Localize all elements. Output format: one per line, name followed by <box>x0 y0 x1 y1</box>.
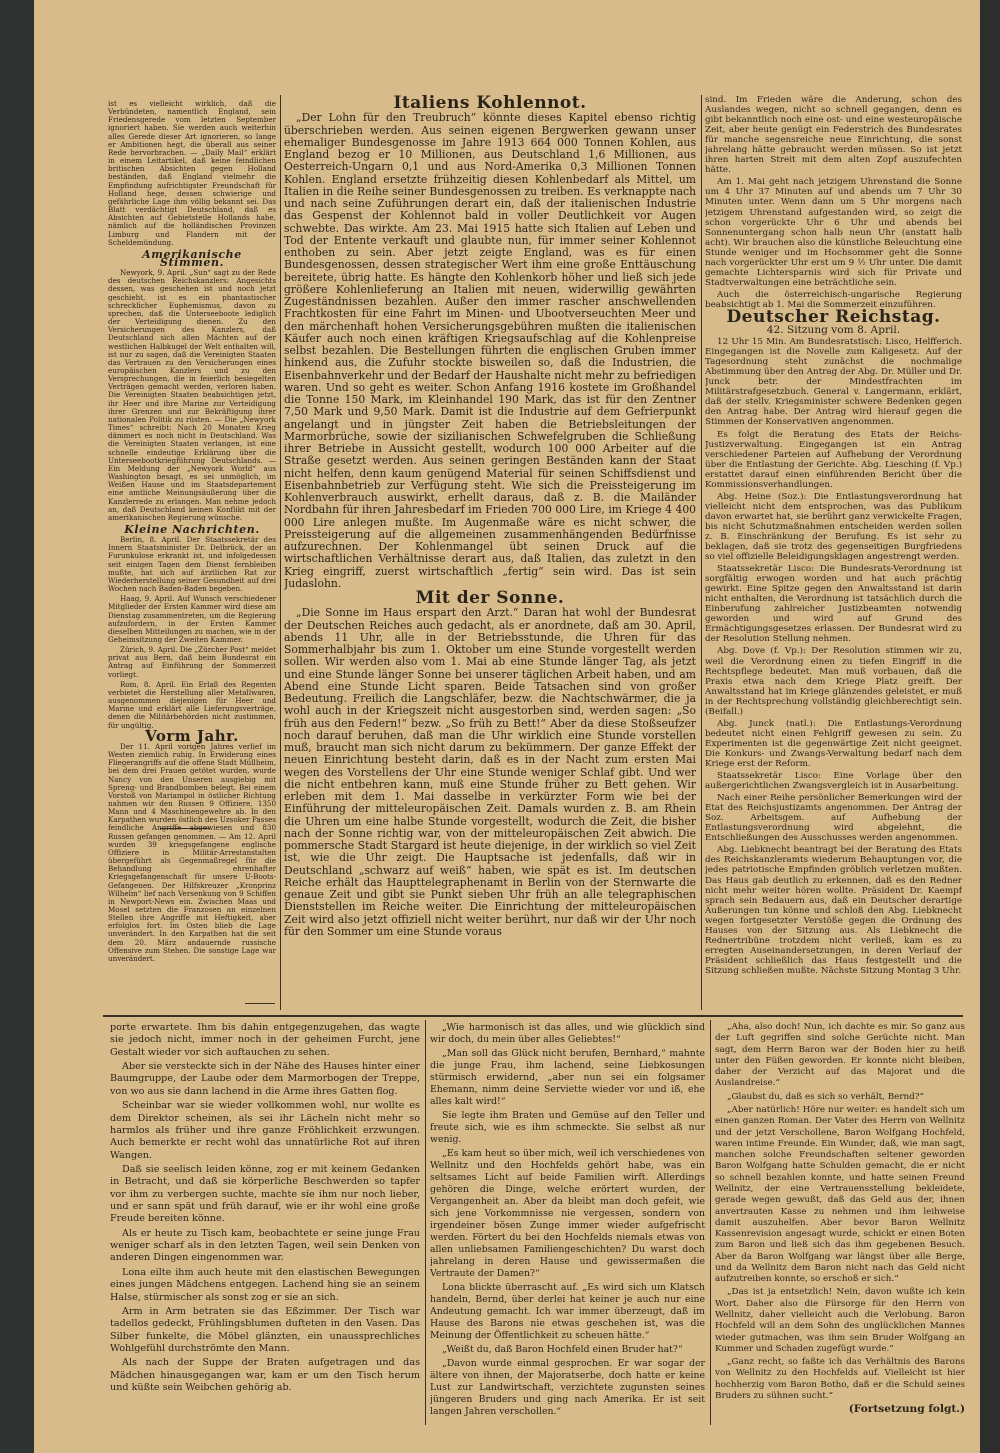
story-paragraph: Arm in Arm betraten sie das Eßzimmer. Der Tisch war tadellos gedeckt, Frühlingsblumen dufteten in den Vasen. Das Silber funkelte, die Möbel glänzten, ein unaussprechliches Wohlgefühl durchströmte den Mann. <box>110 1305 420 1354</box>
article-paragraph: Abg. Heine (Soz.): Die Entlastungsverordnung hat vielleicht nicht dem entsprochen, was das Publikum davon erwartet hat, sie berührt ganz verwickelte Fragen, bis nicht Schutzmaßnahmen entscheiden werden sollen z. B. Einschränkung der Berufung. Es ist sehr zu beklagen, daß sie trotz des gegenseitigen Burgfriedens so viel offizielle Beleidigungsklagen angestrengt werden. <box>705 491 962 563</box>
story-paragraph: „Weißt du, daß Baron Hochfeld einen Bruder hat?“ <box>442 1344 683 1355</box>
article-paragraph: Am 1. Mai geht nach jetzigem Uhrenstand die Sonne um 4 Uhr 37 Minuten auf und abends um 7 Uhr 30 Minuten unter. Wenn dann um 5 Uhr morgens nach jetzigem Uhrenstand aufgestanden wird, so zeigt die schon vorgerückte Uhr 6 Uhr und abends bei Sonnenuntergang schon halb neun Uhr (anstatt halb acht). Wir brauchen also die künstliche Beleuchtung eine Stunde weniger und im Hochsommer geht die Sonne nach vorgerückter Uhr erst um 9 ½ Uhr unter. Die damit gemachte Lichtersparnis wird sich für Private und Stadtverwaltungen eine beträchtliche sein. <box>705 177 962 288</box>
article-paragraph: Staatssekretär Lisco: Die Bundesrats-Verordnung ist sorgfältig erwogen worden und hat auch prächtig gewirkt. Eine Spitze gegen den Anwaltsstand ist darin nicht enthalten, die Verordnung ist tatsächlich durch die Einberufung zahlreicher Justizbeamten notwendig geworden und wird auf Grund des Ermächtigungsgesetzes erlassen. Der Bundesrat wird zu der Resolution Stellung nehmen. <box>705 564 962 645</box>
news-column-3 <box>705 95 962 1010</box>
article-paragraph: Berlin, 8. April. Der Staatssekretär des Innern Staatsminister Dr. Delbrück, der an Furunkulose erkrankt ist, und infolgedessen seit einigen Tagen dem Dienst fernbleiben mußte, hat sich auf ärztlichen Rat zur Wiederherstellung seiner Gesundheit auf drei Wochen nach Baden-Baden begeben. <box>108 535 276 594</box>
article-paragraph: Haag, 9. April. Auf Wunsch verschiedener Mitglieder der Ersten Kammer wird diese am Dienstag zusammentreten, um die Regierung aufzufordern, in der Ersten Kammer dieselben Mitteilungen zu machen, wie in der Geheimsitzung der Zweiten Kammer. <box>108 594 276 644</box>
article-paragraph: „Die Sonne im Haus erspart den Arzt.“ Daran hat wohl der Bundesrat der Deutschen Reiches auch gedacht, als er anordnete, daß am 30. April, abends 11 Uhr, alle in der Betriebsstunde, die Uhren für das Sommerhalbjahr bis zum 1. Oktober um eine Stunde vorgestellt werden sollen. Wir werden also vom 1. Mai ab eine Stunde länger Tag, als jetzt und eine Stunde länger Sonne bei unserer täglichen Arbeit haben, und am Abend eine Stunde Licht sparen. Beide Tatsachen sind von großer Bedeutung. Freilich die Langschläfer, bezw. die Nachtschwärmer, die ja wohl auch in der Kriegszeit nicht ausgestorben sind, werden sagen: „So früh aus den Federn!“ bezw. „So früh zu Bett!“ Aber da diese Stoßseufzer noch darauf beruhen, daß man die Uhr wirklich eine Stunde vorstellen muß, braucht man sich nicht darum zu bekümmern. Der ganze Effekt der neuen Einrichtung besteht darin, daß es in der Nacht zum ersten Mai wegen des Vorstellens der Uhr eine Stunde weniger Schlaf gibt. Und wer die nicht entbehren kann, muß eine Stunde früher zu Bett gehen. Wir erleben mit dem 1. Mai dasselbe in verkürzter Form wie bei der Einführung der mitteleuropäischen Zeit. Damals wurden z. B. am Rhein die Uhren um eine halbe Stunde vorgestellt, wodurch die Zeit, die bisher nach der Sonne richtig war, von der mitteleuropäischen Zeit abwich. Die pommersche Stadt Stargard ist heute diejenige, in der wirklich so viel Zeit ist, wie die Uhr zeigt. Die Hauptsache ist jedenfalls, daß wir in Deutschland „schwarz auf weiß“ haben, wie spät es ist. Im deutschen Reiche erhält das Haupttelegraphenamt in Berlin von der Sternwarte die genaue Zeit und gibt sie Punkt sieben Uhr früh an alle telegraphischen Dienststellen im Reiche weiter. Die Einrichtung der mitteleuropäischen Zeit wird also jetzt offiziell nicht weiter berührt, nur daß wir der Uhr noch für den Sommer um eine Stunde voraus <box>284 606 696 938</box>
story-paragraph: Scheinbar war sie wieder vollkommen wohl, nur wollte es dem Direktor scheinen, als sei ihr Lächeln nicht mehr so harmlos als früher und ihre ganze Fröhlichkeit erzwungen. Auch bemerkte er recht wohl das unnatürliche Rot auf ihren Wangen. <box>110 1100 420 1161</box>
article-headline: Vorm Jahr. <box>145 726 239 745</box>
article-paragraph: 12 Uhr 15 Min. Am Bundesratstisch: Lisco, Helfferich. Eingegangen ist die Novelle zum Kaligesetz. Auf der Tagesordnung steht zunächst die nochmalige Abstimmung über den Antrag der Abg. Dr. Müller und Dr. Junck betr. der Mindestfrachten im Militärstrafgesetzbuch. General v. Langermann, erklärt, daß der stellv. Kriegsminister schwere Bedenken gegen den Antrag habe. Der Antrag wird hierauf gegen die Stimmen der Konservativen angenommen. <box>705 337 962 428</box>
article-headline: Deutscher Reichstag. <box>726 306 941 327</box>
column-rule <box>425 1020 426 1425</box>
section-heading: Amerikanische Stimmen. <box>142 247 242 269</box>
story-paragraph: porte erwartete. Ihm bis dahin entgegenzugehen, das wagte sie jedoch nicht, immer noch in der geheimen Furcht, jene Gestalt wieder vor sich auftauchen zu sehen. <box>110 1022 420 1058</box>
story-paragraph: „Davon wurde einmal gesprochen. Er war sogar der ältere von ihnen, der Majoratserbe, doch hatte er keine Lust zur Landwirtschaft, verzichtete zugunsten seines jüngeren Bruders und ging nach Amerika. Er ist seit langen Jahren verschollen.“ <box>430 1358 705 1417</box>
continuation-note: (Fortsetzung folgt.) <box>848 1403 965 1416</box>
story-paragraph: Aber sie versteckte sich in der Nähe des Hauses hinter einer Baumgruppe, der Laube oder dem Marmorbogen der Treppe, von wo aus sie dann lachend in die Arme ihres Gatten flog. <box>110 1061 420 1097</box>
news-column-1 <box>108 100 276 1010</box>
story-paragraph: Lona blickte überrascht auf. „Es wird sich um Klatsch handeln, Bernd, über derlei hat keiner je auch nur eine Andeutung gemacht. Ich war immer überzeugt, daß im Hause des Barons nie etwas geschehen ist, was die Meinung der Öffentlichkeit zu scheuen hätte.“ <box>430 1282 705 1341</box>
column-rule <box>710 1020 711 1425</box>
section-divider <box>103 1015 963 1017</box>
article-paragraph: Abg. Dove (f. Vp.): Der Resolution stimmen wir zu, weil die Verordnung einen zu tiefen Eingriff in die Rechtspflege bedeutet. Man muß vorbauen, daß die Praxis etwa nach dem Kriege Platz greift. Der Anwaltsstand hat im Kriege glänzendes geleistet, er muß in der Rechtsprechung vollständig gleichberechtigt sein. (Beifall.) <box>705 646 962 717</box>
feuilleton-column-3 <box>715 1022 965 1425</box>
story-paragraph: „Glaubst du, daß es sich so verhält, Bernd?“ <box>727 1091 924 1102</box>
story-paragraph: Als nach der Suppe der Braten aufgetragen und das Mädchen hinausgegangen war, kam er um den Tisch herum und küßte sein Weibchen gehörig ab. <box>110 1357 420 1394</box>
book-binding <box>0 0 34 1453</box>
news-column-2 <box>284 95 696 1010</box>
story-paragraph: „Ganz recht, so faßte ich das Verhältnis des Barons von Wellnitz zu den Hochfelds auf. Vielleicht ist hier hochherzig vom Baron Botho, daß er die Schuld seines Bruders zu sühnen sucht.“ <box>715 1357 965 1401</box>
story-paragraph: „Man soll das Glück nicht berufen, Bernhard,“ mahnte die junge Frau, ihm lachend, seine Liebkosungen stürmisch erwidernd, „aber nun sei ein folgsamer Ehemann, nimm deine Serviette wieder vor und iß, ehe alles kalt wird!“ <box>430 1048 705 1107</box>
feuilleton-column-1 <box>110 1022 420 1425</box>
story-paragraph: „Es kam heut so über mich, weil ich verschiedenes von Wellnitz und den Hochfelds gehört habe, was ein seltsames Licht auf beide Familien wirft. Allerdings gehören die Dinge, welche erörtert wurden, der Vergangenheit an. Aber da bleibt man doch gefeit, wie sich jene Vorkommnisse nie vergessen, sondern von irgendeiner bösen Zunge immer wieder aufgefrischt werden. Förtert du bei den Hochfelds niemals etwas von allen unliebsamen Familiengeschichten? Du warst doch jahrelang in deren Hause und gewissermaßen die Vertraute der Damen?“ <box>430 1148 705 1279</box>
article-paragraph: sind. Im Frieden wäre die Änderung, schon des Auslandes wegen, nicht so schnell gegangen, denn es gibt bekanntlich noch eine ost- und eine westeuropäische Zeit, aber heute genügt ein Federstrich des Bundesrates für manche segensreiche neue Einrichtung, die sonst jahrelang hätte gebraucht werden müssen. So ist jetzt ihren harten Streit mit dem alten Zopf auszufechten hätte. <box>705 95 962 176</box>
story-paragraph: „Aha, also doch! Nun, ich dachte es mir. So ganz aus der Luft gegriffen sind solche Gerüchte nicht. Man sagt, dem Herrn Baron war der Boden hier zu heiß unter den Füßen geworden. Er konnte nicht bleiben, daher der Verzicht auf das Majorat und die Auslandreise.“ <box>715 1022 965 1089</box>
article-paragraph: „Der Lohn für den Treubruch“ könnte dieses Kapitel ebenso richtig überschrieben werden. Aus seinen eigenen Bergwerken gewann unser ehemaliger Bundesgenosse im Jahre 1913 664 000 Tonnen Kohlen, aus England bezog er 10 Millionen, aus Deutschland 1,6 Millionen, aus Oesterreich-Ungarn 0,1 und aus Nord-Amerika 0,3 Millionen Tonnen Kohlen. England ersetzte frühzeitig diesen Kohlenbedarf als Mittel, um Italien in die Reihe seiner Bundesgenossen zu treiben. Es verknappte nach und nach seine Zuführungen derart ein, daß der italienischen Industrie das Gespenst der Kohlennot bald in voller Deutlichkeit vor Augen schwebte. Das wirkte. Am 23. Mai 1915 hatte sich Italien auf Leben und Tod der Entente verkauft und glaubte nun, für immer seiner Kohlennot enthoben zu sein. Aber jetzt zeigte England, was es für einen Bundesgenossen, dessen strategischer Wert ihm eine große Enttäuschung bereitete, übrig hatte. Es hängte den Kohlenkorb höher und ließ sich jede größere Kohlenlieferung an Italien mit neuen, widerwillig gewährten Zugeständnissen bezahlen. Außer den immer rascher anschwellenden Frachtkosten für eine Fahrt im Minen- und Ubootverseuchten Meer und den märchenhaft hohen Versicherungsgebühren mußten die italienischen Käufer auch noch einen kräftigen Kriegsaufschlag auf die Kohlenpreise selbst bezahlen. Die Bestellungen führten die englischen Gruben immer hinkend aus, die Zufuhr stockte bisweilen so, daß die Industrien, die Eisenbahnverkehr und der Bedarf der Haushalte nicht mehr zu befriedigen waren. Und so geht es weiter. Schon Anfang 1916 kostete im Großhandel die Tonne 150 Mark, im Kleinhandel 190 Mark, das ist für den Zentner 7,50 Mark und 9,50 Mark. Damit ist die Industrie auf dem Gefrierpunkt angelangt und in jüngster Zeit haben die Betriebsleitungen der Marmorbrüche, sowie der sizilianischen Schwefelgruben die Schließung ihrer Betriebe in Aussicht gestellt, wodurch 100 000 Arbeiter auf die Straße gesetzt werden. Aus seinen geringen Beständen kann der Staat nicht helfen, denn kaum genügend Material für seinen Schiffsdienst und Eisenbahnbetrieb zur Verfügung steht. Wie sich die Preissteigerung im Kohlenverbrauch auswirkt, erhellt daraus, daß z. B. die Mailänder Nordbahn für ihren Jahresbedarf im Frieden 700 000 Lire, im Kriege 4 400 000 Lire anlegen mußte. Im Augenmaße wäre es nicht schwer, die Preissteigerung auf die allgemeinen zusammenhängenden Bedürfnisse aufzurechnen. Der Kohlenmangel übt seinen Druck auf die wirtschaftlichen Verhältnisse derart aus, daß Italien, das zuletzt in den Krieg eingriff, zuerst wirtschaftlich „fertig“ sein wird. Das ist sein Judaslohn. <box>284 111 696 590</box>
article-paragraph: Abg. Junck (natl.): Die Entlastungs-Verordnung bedeutet nicht einen Fehlgriff gewesen zu sein. Zu Experimenten ist die gegenwärtige Zeit nicht geeignet. Die Konkurs- und Zwangs-Verwaltung bedarf nach dem Kriege erst der Reform. <box>705 718 962 769</box>
article-paragraph: Es folgt die Beratung des Etats der Reichs-Justizverwaltung. Eingegangen ist ein Antrag verschiedener Parteien auf Aufhebung der Verordnung über die Entlastung der Gerichte. Abg. Liesching (f. Vp.) erstattet darauf einen einführenden Bericht über die Kommissionsverhandlungen. <box>705 429 962 490</box>
article-paragraph: Abg. Liebknecht beantragt bei der Beratung des Etats des Reichskanzleramts wiederum Behauptungen vor, die jedes patriotische Empfinden gröblich verletzen mußten. Das Haus gab deutlich zu erkennen, daß es den Redner nicht mehr weiter hören wollte. Präsident Dr. Kaempf sprach sein Bedauern aus, daß ein Deutscher derartige Äußerungen tun könne und schloß den Abg. Liebknecht wegen fortgesetzter Verstöße gegen die Ordnung des Hauses von der Sitzung aus. Als Liebknecht die Rednertribüne trotzdem nicht verließ, kam es zu erregten Auseinandersetzungen, in deren Verlauf der Präsident schließlich das Haus festgestellt und die Sitzung schließen mußte. Nächste Sitzung Montag 3 Uhr. <box>705 845 962 976</box>
article-paragraph: Staatssekretär Lisco: Eine Vorlage über den außergerichtlichen Zwangsvergleich ist in Ausarbeitung. <box>705 771 962 792</box>
column-rule <box>701 95 702 1010</box>
article-paragraph: Rom, 8. April. Ein Erlaß des Regenten verbietet die Herstellung aller Metallwaren, ausgenommen diejenigen für Heer und Marine und erklärt alle Lieferungsverträge, denen die Militärbehörden nicht zustimmen, für ungültig. <box>108 679 276 730</box>
story-paragraph: „Das ist ja entsetzlich! Nein, davon wußte ich kein Wort. Daher also die Fürsorge für den Herrn von Wellnitz, daher vielleicht auch die Verlobung. Baron Hochfeld will an dem Sohn des unglücklichen Mannes wieder gutmachen, was ihm sein Bruder Wolfgang an Kummer und Schaden zugefügt wurde.“ <box>715 1287 965 1354</box>
column-rule <box>280 95 281 1010</box>
story-paragraph: „Aber natürlich! Höre nur weiter: es handelt sich um einen ganzen Roman. Der Vater des Herrn von Wellnitz und der jetzt Verschollene, Baron Wolfgang Hochfeld, waren intime Freunde. Ein Wunder, daß, wie man sagt, manchen solche Freundschaften seltener geworden Baron Wolfgang hatte Schulden gemacht, die er nicht so schnell bezahlen konnte, und hatte seinen Freund Wellnitz, der eine Vertrauensstellung bekleidete, gerade wegen gewußt, daß das Geld aus der, ihnen anvertrauten Kasse zu nehmen und ihm leihweise damit auszuhelfen. Aber bevor Baron Wellnitz Kassenrevision angesagt wurde, schickt er einen Boten zum Baron und ließ sich das ihm gegebenen Besuch. Aber da Baron Wolfgang war längst über alle Berge, und da Wellnitz dem Baron nicht nach das Geld nicht aufzutreiben konnte, so erschoß er sich.“ <box>715 1104 965 1285</box>
page-edge <box>980 0 1000 1453</box>
story-paragraph: Daß sie seelisch leiden könne, zog er mit keinem Gedanken in Betracht, und daß sie körperliche Beschwerden so tapfer vor ihm zu verbergen suchte, machte sie ihm nur noch lieber, und er sann spät und früh darauf, wie er ihr wohl eine große Freude bereiten könne. <box>110 1163 420 1225</box>
section-heading: Kleine Nachrichten. <box>124 522 260 536</box>
article-paragraph: ist es vielleicht wirklich, daß die Verbündeten, namentlich England, sein Friedensgerede vom letzten September ignoriert haben. Sie werden auch weiterhin alles Gerede dieser Art ignorieren, so lange er Ambitionen hegt, die überall aus seiner Rede hervorbrachen. — „Daily Mail“ erklärt in einem Leitartikel, daß keine feindlichen britischen Absichten gegen Holland beständen, daß England vielmehr die Empfindung aufrichtigster Freundschaft für Holland hege, dessen schwierige und gefährliche Lage ihm völlig bekannt sei. Das Blatt verdächtigt Deutschland, daß es Absichten auf Gebietsteile Hollands habe, nämlich auf die holländischen Provinzen Limburg und Flandern mit der Scheldemündung. <box>108 100 276 247</box>
story-paragraph: „Wie harmonisch ist das alles, und wie glücklich sind wir doch, du mein über alles Geliebtes!“ <box>430 1022 705 1045</box>
article-paragraph: Nach einer Reihe persönlicher Bemerkungen wird der Etat des Reichsjustizamts angenommen. Der Antrag der Soz. Arbeitsgem. auf Aufhebung der Entlastungsverordnung wird abgelehnt, die Entschließungen des Ausschusses werden angenommen. <box>705 793 962 844</box>
article-paragraph: Zürich, 9. April. Die „Zürcher Post“ meldet privat aus Bern, daß beim Bundesrat ein Antrag auf Einführung der Sommerzeit vorliegt. <box>108 645 276 679</box>
feuilleton-column-2 <box>430 1022 705 1425</box>
article-paragraph: Auch die österreichisch-ungarische Regierung beabsichtigt ab 1. Mai die Sommerzeit einzuführen. <box>705 289 962 310</box>
article-headline: Italiens Kohlennot. <box>393 95 587 113</box>
session-subtitle: 42. Sitzung vom 8. April. <box>766 324 901 337</box>
story-paragraph: Als er heute zu Tisch kam, beobachtete er seine junge Frau weniger scharf als in den letzten Tagen, weil sein Denken von anderen Dingen eingenommen war. <box>110 1227 420 1264</box>
article-paragraph: Der 11. April vorigen Jahres verlief im Westen ziemlich ruhig. In Erwiderung eines Fliegerangriffs auf die offene Stadt Müllheim, bei dem drei Frauen getötet wurden, wurde Nancy von den Unseren ausgiebig mit Spreng- und Brandbomben belegt. Bei einem Vorstoß von Mariampol in östlicher Richtung nahmen wir den Russen 9 Offiziere, 1350 Mann und 4 Maschinengewehre ab. In den Karpathen wurden östlich des Uzsoker Passes feindliche Angriffe abgewiesen und 830 Russen gefangen genommen. — Am 12. April wurden 39 kriegsgefangene englische Offiziere in Militär-Arrestanstalten übergeführt als Gegenmaßregel für die Behandlung ehrenhafter Kriegsgefangenschaft für unsere U-Boots-Gefangenen. Der Hilfskreuzer „Kronprinz Wilhelm“ lief nach Versenkung von 9 Schiffen in Newport-News ein. Zwischen Maas und Mosel setzten die Franzosen an einzelnen Stellen ihre Angriffe mit Heftigkeit, aber erfolglos fort. Im Osten blieb die Lage unverändert. In den Karpathen hat die seit dem 20. März andauernde russische Offensive zum Stehen. Die sonstige Lage war unverändert. <box>108 741 276 963</box>
story-paragraph: Sie legte ihm Braten und Gemüse auf den Teller und freute sich, wie es ihm schmeckte. Sie selbst aß nur wenig. <box>430 1110 705 1145</box>
article-headline: Mit der Sonne. <box>415 588 565 608</box>
article-paragraph: Newyork, 9. April. „Sun“ sagt zu der Rede des deutschen Reichskanzlers: Angesichts dessen, was geschehen ist und noch jetzt geschieht, ist es ein phantastischer schrecklicher Euphemismus, davon zu sprechen, daß die Unterseeboote lediglich der Verteidigung dienen. Zu den Versicherungen des Kanzlers, daß Deutschland sich allen Mächten auf der westlichen Halbkugel der Welt enthalten will, ist nur zu sagen, daß die Vereinigten Staaten das Vertrauen zu den Versicherungen eines europäischen Kanzlers und zu den Versprechungen, die in feierlich besiegelten Verträgen gemacht werden, verloren haben. Die Vereinigten Staaten beabsichtigen jetzt, ihr Heer und ihre Marine zur Verteidigung ihrer Grenzen und zur Bekräftigung ihrer nationalen Politik zu rüsten. — Die „Newyork Times“ schreibt: Nach 20 Monaten Krieg dämmert es noch nicht in Deutschland. Was die Vereinigten Staaten verlangen, ist eine schnelle eindeutige Erklärung über die Unterseebootkriegführung Deutschlands. — Ein Meldung der „Newyork World“ aus Washington besagt, es sei unmöglich, im Weißen Hause und im Staatsdepartement eine amtliche Meinungsäußerung über die Kanzlerrede zu erlangen. Man nehme jedoch an, daß Deutschland keinen Konflikt mit der amerikanischen Regierung wünsche. <box>108 268 276 522</box>
story-paragraph: Lona eilte ihm auch heute mit den elastischen Bewegungen eines jungen Mädchens entgegen. Lachend hing sie an seinem Halse, stürmischer als sonst zog er sie an sich. <box>110 1266 420 1303</box>
